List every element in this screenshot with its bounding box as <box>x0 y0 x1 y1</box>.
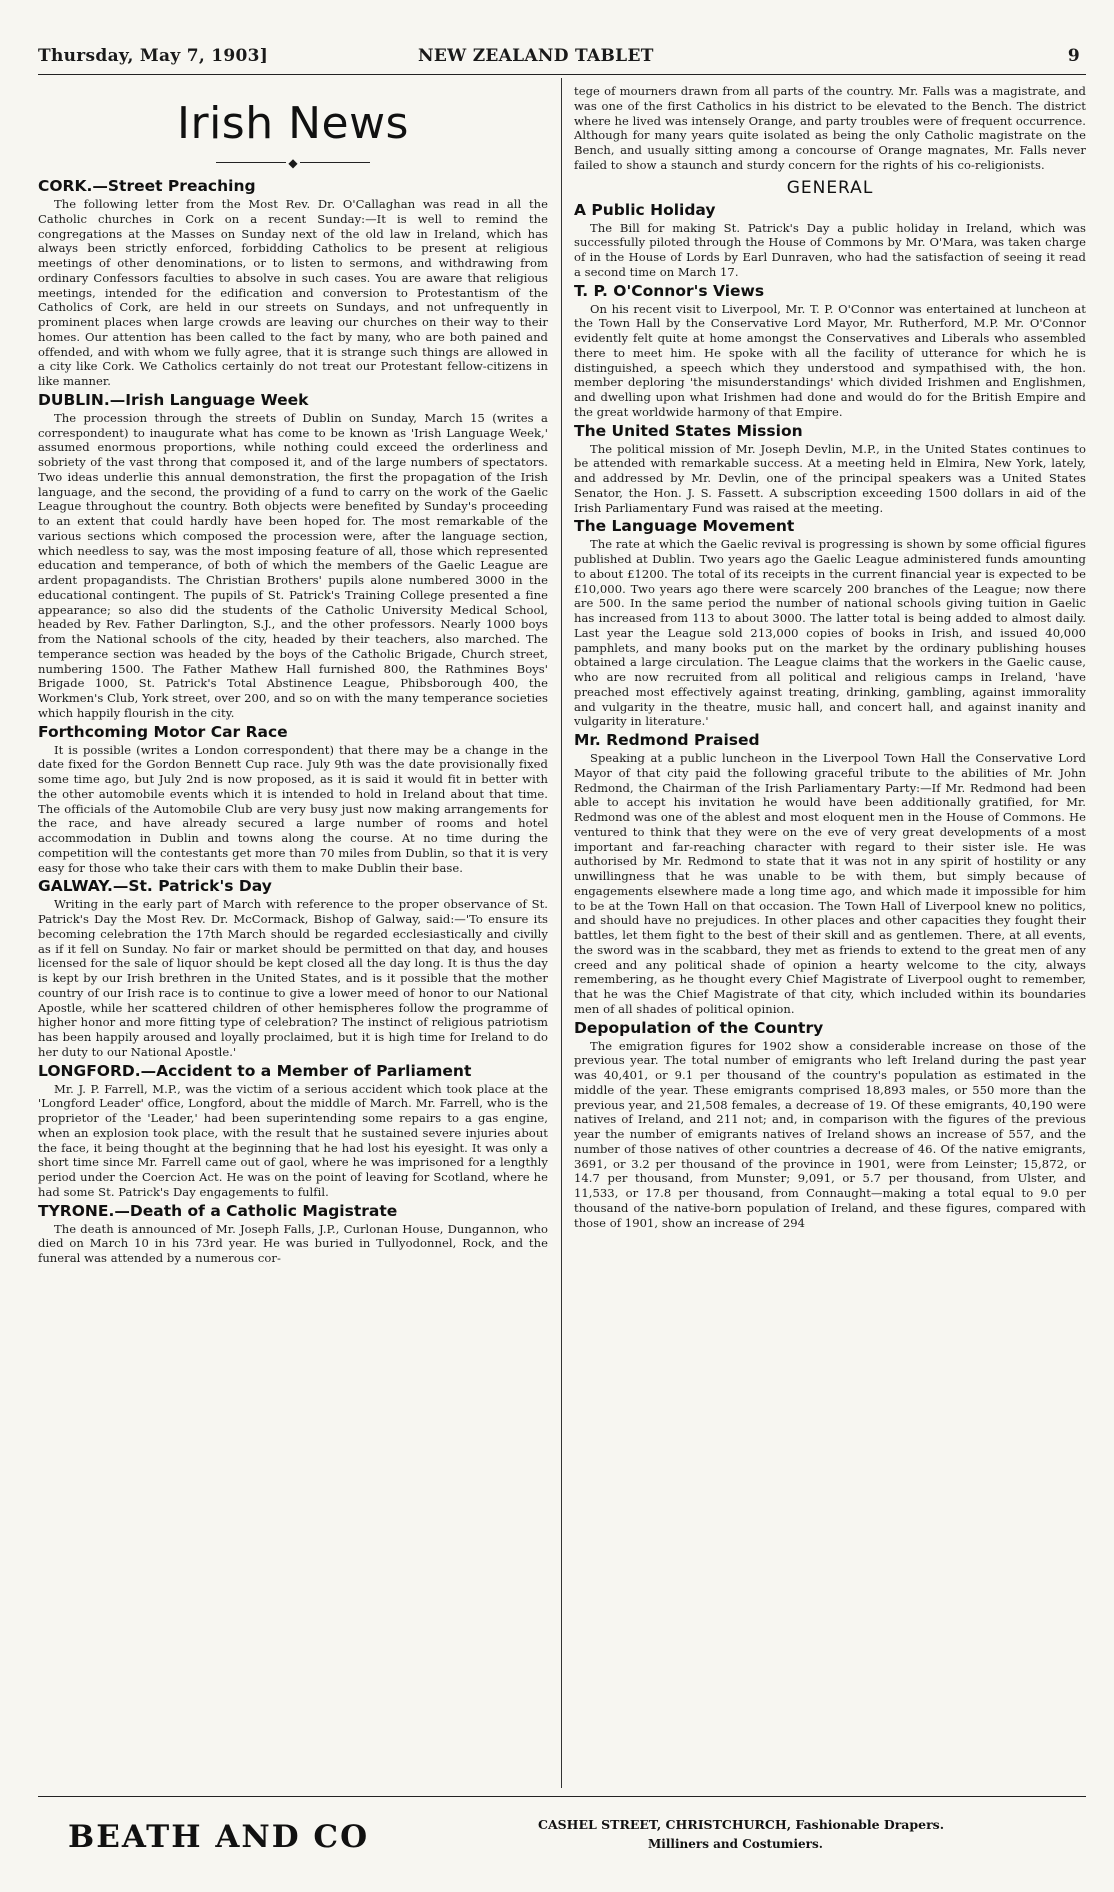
article-section <box>38 1202 548 1266</box>
left-articles <box>38 177 548 1266</box>
article-heading: GALWAY.—St. Patrick's Day <box>38 877 272 896</box>
article-paragraph: Writing in the early part of March with reference to the proper observance of St. Patrick's Day the Most Rev. Dr. McCormack, Bishop of Galway, said:—'To ensure its becoming celebration the 17th March should be regarded ecclesiastically and civilly as if it fell on Sunday. No fair or market should be permitted on that day, and houses licensed for the sale of liquor should be kept closed all the day long. It is thus the day is kept by our Irish brethren in the United States, and is it possible that the mother country of our Irish race is to continue to give a lower meed of honor to our National Apostle, while her scattered children of other hemispheres follow the programme of higher honor and more fitting type of celebration? The instinct of religious patriotism has been happily aroused and loyally proclaimed, but it is high time for Ireland to do her duty to our National Apostle.' <box>38 897 548 1059</box>
issue-date: Thursday, May 7, 1903] <box>38 46 269 66</box>
article-paragraph: The Bill for making St. Patrick's Day a public holiday in Ireland, which was successfully piloted through the House of Commons by Mr. O'Mara, was taken charge of in the House of Lords by Earl Dunraven, who had the satisfaction of seeing it read a second time on March 17. <box>574 220 1086 279</box>
article-section <box>38 391 548 721</box>
article-heading: A Public Holiday <box>574 200 716 219</box>
article-paragraph: The political mission of Mr. Joseph Devlin, M.P., in the United States continues to be attended with remarkable success. At a meeting held in Elmira, New York, lately, and addressed by Mr. Devlin, one of the principal speakers was a United States Senator, the Hon. J. S. Fassett. A subscription exceeding 1500 dollars in aid of the Irish Parliamentary Fund was raised at the meeting. <box>574 441 1086 515</box>
article-heading: LONGFORD.—Accident to a Member of Parliament <box>38 1061 472 1080</box>
page-title: Irish News <box>177 98 409 149</box>
advertiser-name: BEATH AND CO <box>68 1819 370 1855</box>
article-paragraph: The procession through the streets of Dublin on Sunday, March 15 (writes a correspondent) to inaugurate what has come to be known as 'Irish Language Week,' assumed enormous proportions, while nothing could exceed the orderliness and sobriety of the vast throng that composed it, and of the large numbers of spectators. Two ideas underlie this annual demonstration, the first the propagation of the Irish language, and the second, the providing of a fund to carry on the work of the Gaelic League throughout the country. Both objects were benefited by Sunday's proceeding to an extent that could hardly have been hoped for. The most remarkable of the various sections which composed the procession were, after the language section, which needless to say, was the most imposing feature of all, those which represented education and temperance, of both of which the members of the Gaelic League are ardent propagandists. The Christian Brothers' pupils alone numbered 3000 in the educational contingent. The pupils of St. Patrick's Training College presented a fine appearance; so also did the students of the Catholic University Medical School, headed by Rev. Father Darlington, S.J., and the other professors. Nearly 1000 boys from the National schools of the city, headed by their teachers, also marched. The temperance section was headed by the boys of the Catholic Brigade, Church street, numbering 1500. The Father Mathew Hall furnished 800, the Rathmines Boys' Brigade 1000, St. Patrick's Total Abstinence League, Phibsborough 400, the Workmen's Club, York street, over 200, and so on with the many temperance societies which happily flourish in the city. <box>38 410 548 720</box>
page-number: 9 <box>1067 46 1080 66</box>
article-section <box>574 517 1086 729</box>
right-column <box>574 84 1086 1790</box>
article-paragraph: Speaking at a public luncheon in the Liverpool Town Hall the Conservative Lord Mayor of that city paid the following graceful tribute to the abilities of Mr. John Redmond, the Chairman of the Irish Parliamentary Party:—If Mr. Redmond had been able to accept his invitation he would have been additionally gratified, for Mr. Redmond was one of the ablest and most eloquent men in the House of Commons. He ventured to think that they were on the eve of very great developments of a most important and far-reaching character with regard to their sister isle. He was authorised by Mr. Redmond to state that it was not in any spirit of hostility or any unwillingness that he was unable to be with them, but simply because of engagements elsewhere made a long time ago, and which made it impossible for him to be at the Town Hall on that occasion. The Town Hall of Liverpool knew no politics, and should have no prejudices. In other places and other capacities they fought their battles, let them fight to the best of their skill and as gentlemen. There, at all events, the sword was in the scabbard, they met as friends to extend to the great men of any creed and any political shade of opinion a hearty welcome to the city, always remembering, as he thought every Chief Magistrate of Liverpool ought to remember, that he was the Chief Magistrate of that city, which included within its boundaries men of all shades of political opinion. <box>574 751 1086 1016</box>
article-heading: TYRONE.—Death of a Catholic Magistrate <box>38 1201 398 1220</box>
article-heading: CORK.—Street Preaching <box>38 177 256 195</box>
left-column <box>38 84 548 1790</box>
article-heading: Forthcoming Motor Car Race <box>38 722 288 741</box>
article-heading: T. P. O'Connor's Views <box>574 281 765 300</box>
article-paragraph: Mr. J. P. Farrell, M.P., was the victim of a serious accident which took place at the 'Longford Leader' office, Longford, about the middle of March. Mr. Farrell, who is the proprietor of the 'Leader,' had been superintending some repairs to a gas engine, when an explosion took place, with the result that he sustained severe injuries about the face, it being thought at the beginning that he had lost his eyesight. It was only a short time since Mr. Farrell came out of gaol, where he was imprisoned for a lengthly period under the Coercion Act. He was on the point of leaving for Scotland, where he had some St. Patrick's Day engagements to fulfil. <box>38 1081 548 1199</box>
article-heading: The Language Movement <box>574 517 795 536</box>
general-heading: GENERAL <box>786 177 874 198</box>
masthead <box>38 40 1086 75</box>
article-section <box>38 177 548 389</box>
article-section <box>574 731 1086 1017</box>
right-articles <box>574 201 1086 1231</box>
article-section <box>38 877 548 1059</box>
advertiser-tagline: Milliners and Costumiers. <box>648 1837 823 1851</box>
article-heading: DUBLIN.—Irish Language Week <box>38 390 309 409</box>
article-paragraph: The emigration figures for 1902 show a considerable increase on those of the previous year. The total number of emigrants who left Ireland during the past year was 40,401, or 9.1 per thousand of the country's population as estimated in the middle of the year. These emigrants comprised 18,893 males, or 550 more than the previous year, and 21,508 females, a decrease of 19. Of these emigrants, 40,190 were natives of Ireland, and 211 not; and, in comparison with the figures of the previous year the number of emigrants natives of Ireland shows an increase of 557, and the number of those natives of other countries a decrease of 46. Of the native emigrants, 3691, or 3.2 per thousand of the province in 1901, were from Leinster; 15,872, or 14.7 per thousand, from Munster; 9,091, or 5.7 per thousand, from Ulster, and 11,533, or 17.8 per thousand, from Connaught—making a total equal to 9.0 per thousand of the native-born population of Ireland, and these figures, compared with those of 1901, show an increase of 294 <box>574 1038 1086 1230</box>
article-paragraph: It is possible (writes a London correspondent) that there may be a change in the date fixed for the Gordon Bennett Cup race. July 9th was the date provisionally fixed some time ago, but July 2nd is now proposed, as it is said it would fit in better with the other automobile events which it is intended to hold in Ireland about that time. The officials of the Automobile Club are very busy just now making arrangements for the race, and have already secured a large number of rooms and hotel accommodation in Dublin and towns along the course. At no time during the competition will the contestants get more than 70 miles from Dublin, so that it is very easy for those who take their cars with them to make Dublin their base. <box>38 742 548 875</box>
article-section <box>574 201 1086 280</box>
diamond-ornament-icon: ◆ <box>288 155 298 170</box>
article-heading: Mr. Redmond Praised <box>574 731 760 749</box>
column-divider <box>561 78 562 1788</box>
article-heading: Depopulation of the Country <box>574 1018 824 1037</box>
article-paragraph: The death is announced of Mr. Joseph Falls, J.P., Curlonan House, Dungannon, who died on March 10 in his 73rd year. He was buried in Tullyodonnel, Rock, and the funeral was attended by a numerous cor- <box>38 1221 548 1265</box>
advertiser-address: CASHEL STREET, CHRISTCHURCH, Fashionable Drapers. <box>538 1817 945 1832</box>
article-section <box>38 723 548 876</box>
continued-article-text: tege of mourners drawn from all parts of the country. Mr. Falls was a magistrate, and was one of the first Catholics in his district to be elevated to the Bench. The district where he lived was intensely Orange, and party troubles were of frequent occurrence. Although for many years quite isolated as being the only Catholic magistrate on the Bench, and usually sitting among a concourse of Orange magnates, Mr. Falls never failed to show a staunch and sturdy concern for the rights of his co-religionists. <box>574 84 1086 172</box>
title-ornament <box>38 157 548 169</box>
article-section <box>574 422 1086 516</box>
article-section <box>574 282 1086 420</box>
article-section <box>38 1062 548 1200</box>
article-paragraph: The rate at which the Gaelic revival is progressing is shown by some official figures published at Dublin. Two years ago the Gaelic League administered funds amounting to about £1200. The total of its receipts in the current financial year is expected to be £10,000. Two years ago there were scarcely 200 branches of the League; now there are 500. In the same period the number of national schools giving tuition in Gaelic has increased from 113 to about 3000. The latter total is being added to almost daily. Last year the League sold 213,000 copies of books in Irish, and issued 40,000 pamphlets, and many books put on the market by the ordinary publishing houses obtained a large circulation. The League claims that the workers in the Gaelic cause, who are now recruited from all political and religious camps in Ireland, 'have preached most effectively against treating, drinking, gambling, against immorality and vulgarity in the theatre, music hall, and concert hall, and against inanity and vulgarity in literature.' <box>574 537 1086 729</box>
article-section <box>574 1019 1086 1231</box>
article-heading: The United States Mission <box>574 421 803 440</box>
article-paragraph: On his recent visit to Liverpool, Mr. T. P. O'Connor was entertained at luncheon at the Town Hall by the Conservative Lord Mayor, Mr. Rutherford, M.P. Mr. O'Connor evidently felt quite at home amongst the Conservatives and Liberals who assembled there to meet him. He spoke with all the facility of utterance for which he is distinguished, a speech which they understood and sympathised with, the hon. member deploring 'the misunderstandings' which divided Irishmen and Englishmen, and dwelling upon what Irishmen had done and would do for the British Empire and the great worldwide harmony of that Empire. <box>574 301 1086 419</box>
article-paragraph: The following letter from the Most Rev. Dr. O'Callaghan was read in all the Catholic churches in Cork on a recent Sunday:—It is well to remind the congregations at the Masses on Sunday next of the old law in Ireland, which has always been strictly enforced, forbidding Catholics to be present at religious meetings of other denominations, or to listen to sermons, and withdrawing from ordinary Confessors faculties to absolve in such cases. You are aware that religious meetings, intended for the edification and conversion to Protestantism of the Catholics of Cork, are held in our streets on Sundays, and not unfrequently in prominent places when large crowds are leaving our churches on their way to their homes. Our attention has been called to the fact by many, who are both pained and offended, and with whom we fully agree, that it is strange such things are allowed in a city like Cork. We Catholics certainly do not treat our Protestant fellow-citizens in like manner. <box>38 197 548 388</box>
advertisement-footer <box>38 1796 1086 1877</box>
publication-name: NEW ZEALAND TABLET <box>418 46 654 66</box>
